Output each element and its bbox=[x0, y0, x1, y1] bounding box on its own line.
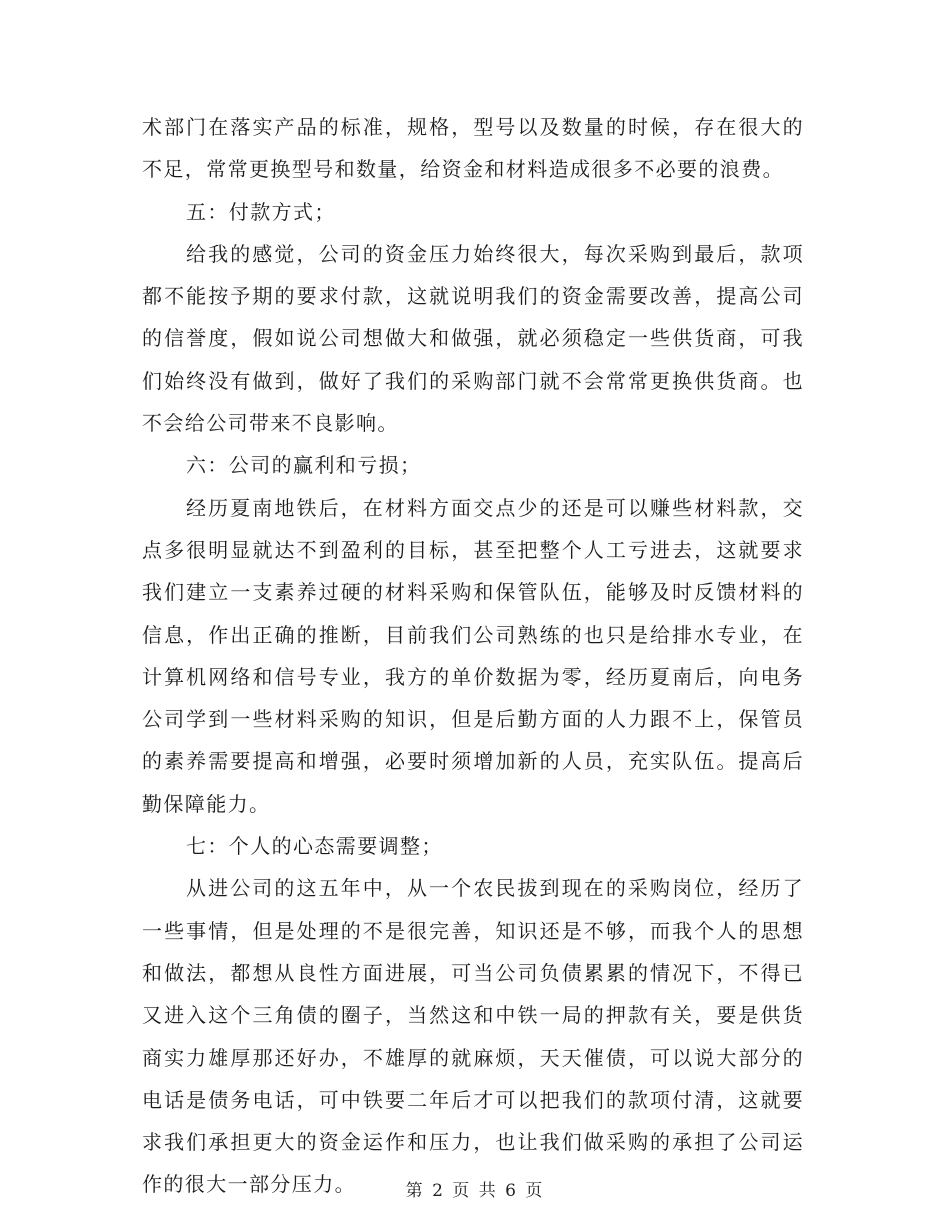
text-line: 术部门在落实产品的标准，规格，型号以及数量的时候，存在很大的 bbox=[142, 115, 804, 139]
text-line: 公司学到一些材料采购的知识，但是后勤方面的人力跟不上，保管员 bbox=[142, 707, 804, 732]
page-footer bbox=[0, 1176, 950, 1201]
text-line: 计算机网络和信号专业，我方的单价数据为零，经历夏南后，向电务 bbox=[142, 664, 804, 689]
text-line: 信息，作出正确的推断，目前我们公司熟练的也只是给排水专业，在 bbox=[142, 622, 804, 647]
text-line: 又进入这个三角债的圈子，当然这和中铁一局的押款有关，要是供货 bbox=[142, 1003, 804, 1028]
text-line: 我们建立一支素养过硬的材料采购和保管队伍，能够及时反馈材料的 bbox=[142, 580, 804, 605]
text-line: 电话是债务电话，可中铁要二年后才可以把我们的款项付清，这就要 bbox=[142, 1087, 804, 1112]
text-line: 不足，常常更换型号和数量，给资金和材料造成很多不必要的浪费。 bbox=[142, 157, 784, 182]
text-line: 五：付款方式； bbox=[186, 199, 336, 224]
text-line: 的信誉度，假如说公司想做大和做强，就必须稳定一些供货商，可我 bbox=[142, 326, 804, 351]
text-line: 和做法，都想从良性方面进展，可当公司负债累累的情况下，不得已 bbox=[142, 960, 804, 985]
text-line: 经历夏南地铁后，在材料方面交点少的还是可以赚些材料款，交 bbox=[186, 495, 804, 520]
text-line: 作的很大一部分压力。 bbox=[142, 1172, 356, 1197]
text-line: 的素养需要提高和增强，必要时须增加新的人员，充实队伍。提高后 bbox=[142, 749, 804, 774]
text-line: 从进公司的这五年中，从一个农民拔到现在的采购岗位，经历了 bbox=[186, 876, 804, 901]
text-line: 们始终没有做到，做好了我们的采购部门就不会常常更换供货商。也 bbox=[142, 368, 804, 393]
text-line: 商实力雄厚那还好办，不雄厚的就麻烦，天天催债，可以说大部分的 bbox=[142, 1045, 804, 1070]
document-body bbox=[142, 106, 804, 1206]
text-line: 勤保障能力。 bbox=[142, 791, 271, 816]
text-line: 一些事情，但是处理的不是很完善，知识还是不够，而我个人的思想 bbox=[142, 918, 804, 943]
text-line: 都不能按予期的要求付款，这就说明我们的资金需要改善，提高公司 bbox=[142, 284, 804, 309]
text-line: 不会给公司带来不良影响。 bbox=[142, 411, 399, 436]
page-number-label: 第 2 页 共 6 页 bbox=[405, 1181, 545, 1201]
text-line: 求我们承担更大的资金运作和压力，也让我们做采购的承担了公司运 bbox=[142, 1130, 804, 1155]
text-line: 点多很明显就达不到盈利的目标，甚至把整个人工亏进去，这就要求 bbox=[142, 537, 804, 562]
text-line: 七：个人的心态需要调整； bbox=[186, 834, 443, 859]
text-line: 六：公司的赢利和亏损； bbox=[186, 453, 422, 478]
text-line: 给我的感觉，公司的资金压力始终很大，每次采购到最后，款项 bbox=[186, 241, 804, 266]
